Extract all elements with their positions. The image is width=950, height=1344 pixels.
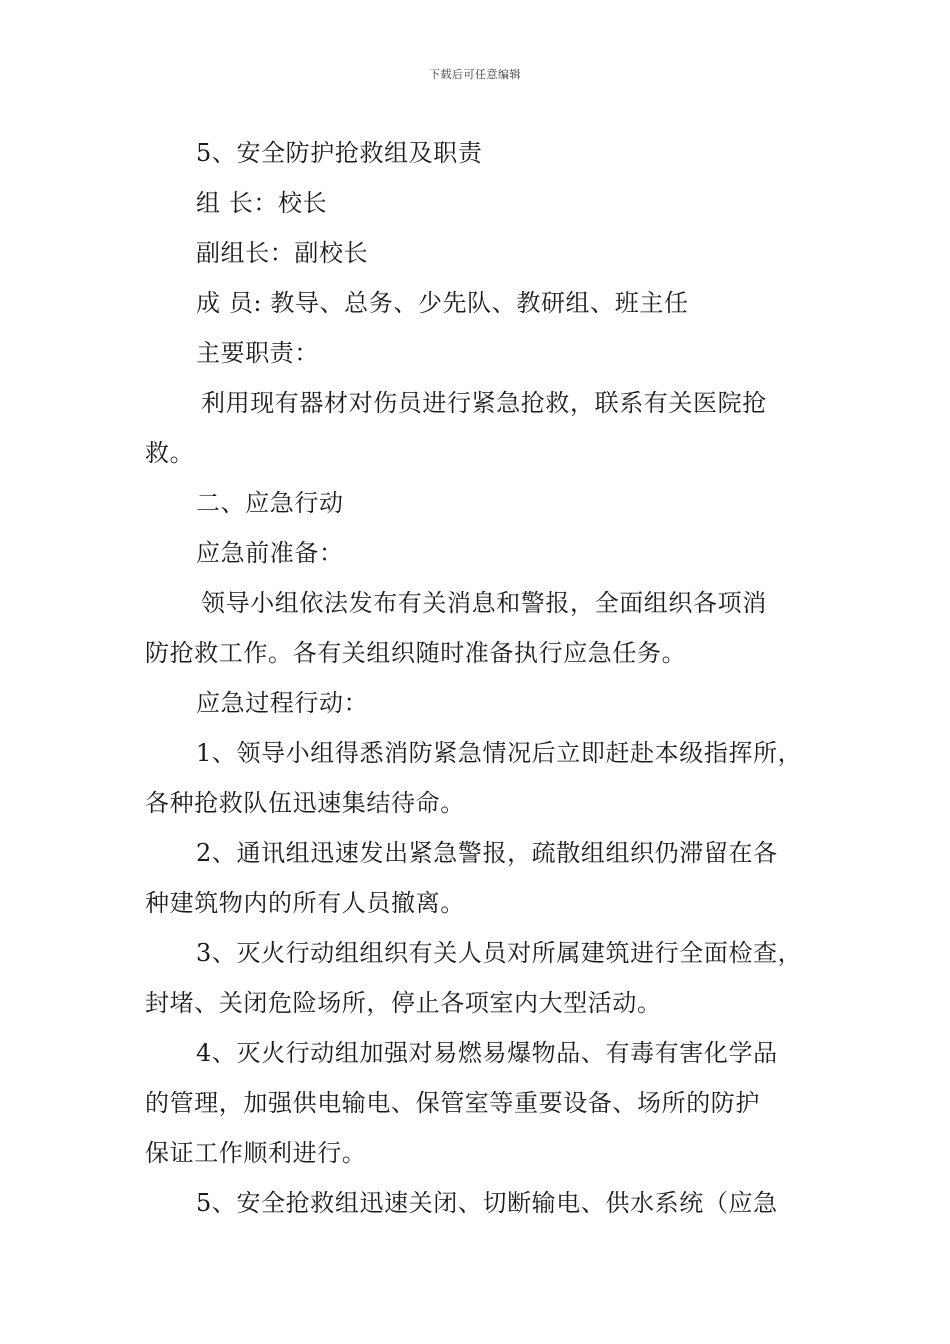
- paragraph-line: 5、安全抢救组迅速关闭、切断输电、供水系统（应急: [196, 1189, 778, 1217]
- paragraph-line: 保证工作顺利进行。: [145, 1139, 367, 1167]
- group-leader-line: 组 长：校长: [196, 189, 328, 217]
- paragraph-line: 封堵、关闭危险场所，停止各项室内大型活动。: [145, 989, 662, 1017]
- paragraph-line: 救。: [145, 439, 195, 467]
- section-title-rescue-group: 5、安全防护抢救组及职责: [196, 139, 483, 167]
- paragraph-line: 各种抢救队伍迅速集结待命。: [145, 789, 465, 817]
- page-header-note: 下载后可任意编辑: [429, 68, 521, 81]
- document-body: [145, 128, 815, 1228]
- paragraph-line: 的管理，加强供电输电、保管室等重要设备、场所的防护: [145, 1089, 760, 1117]
- deputy-leader-line: 副组长：副校长: [196, 239, 369, 267]
- paragraph-line: 领导小组依法发布有关消息和警报，全面组织各项消: [201, 589, 767, 617]
- duties-heading: 主要职责：: [196, 339, 319, 367]
- members-line: 成 员: 教导、总务、少先队、教研组、班主任: [196, 289, 689, 317]
- paragraph-line: 3、灭火行动组组织有关人员对所属建筑进行全面检查，: [196, 939, 803, 967]
- paragraph-line: 4、灭火行动组加强对易燃易爆物品、有毒有害化学品: [196, 1039, 778, 1067]
- paragraph-line: 2、通讯组迅速发出紧急警报，疏散组组织仍滞留在各: [196, 839, 778, 867]
- paragraph-line: 利用现有器材对伤员进行紧急抢救，联系有关医院抢: [201, 389, 767, 417]
- paragraph-line: 1、领导小组得悉消防紧急情况后立即赶赴本级指挥所，: [196, 739, 803, 767]
- paragraph-line: 防抢救工作。各有关组织随时准备执行应急任务。: [145, 639, 687, 667]
- subheading-preparation: 应急前准备：: [196, 539, 344, 567]
- section-title-emergency-action: 二、应急行动: [196, 489, 344, 517]
- subheading-process-action: 应急过程行动：: [196, 689, 369, 717]
- paragraph-line: 种建筑物内的所有人员撤离。: [145, 889, 465, 917]
